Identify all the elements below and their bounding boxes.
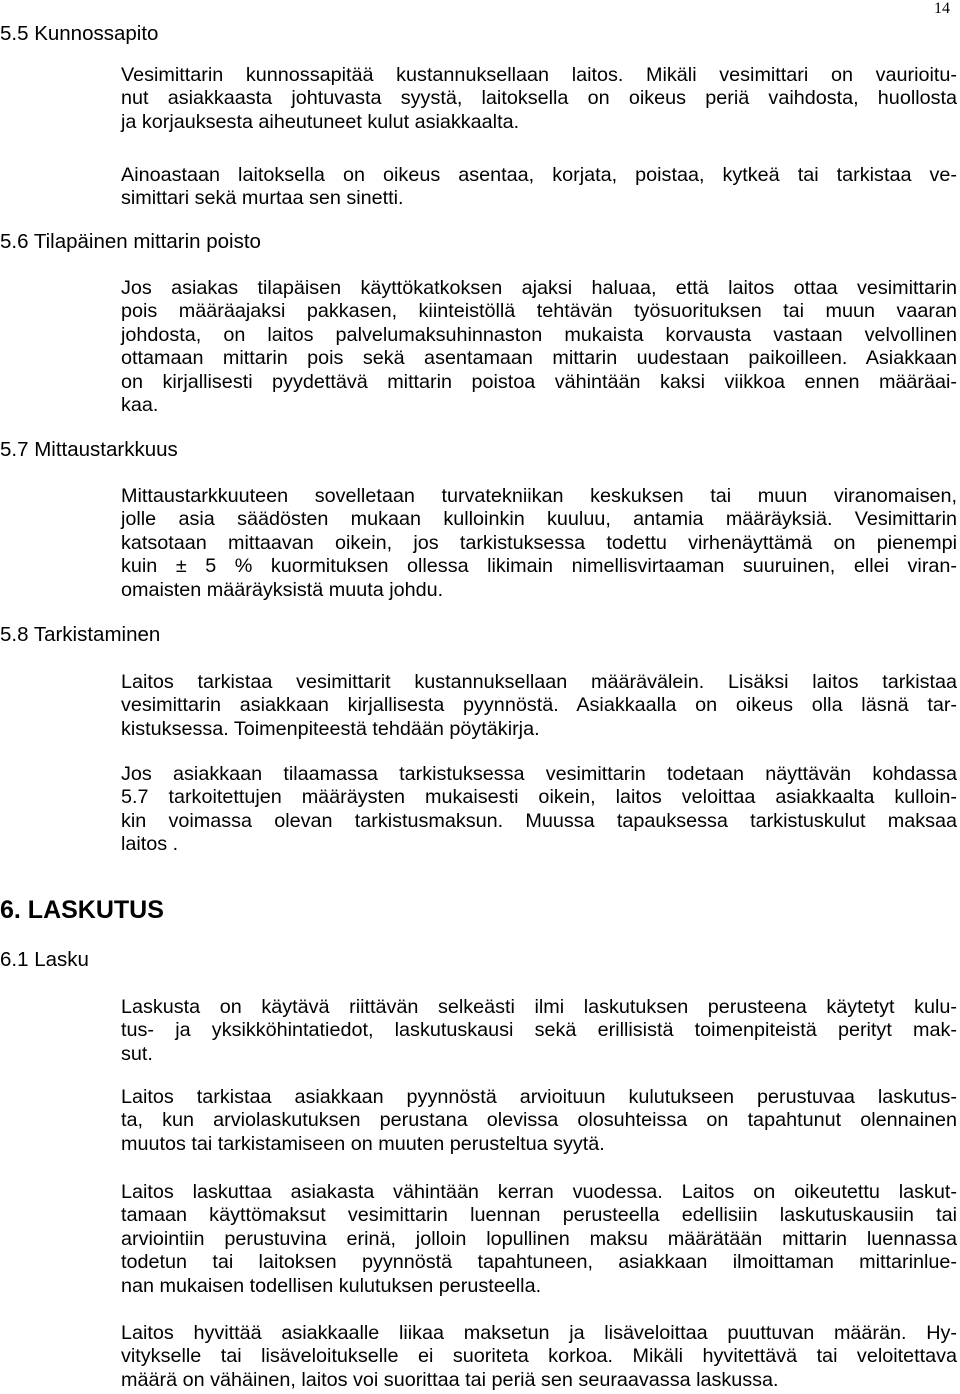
paragraph-billing-frequency bbox=[121, 1181, 957, 1298]
paragraph-line: Laitos tarkistaa vesimittarit kustannuksellaan määrävälein. Lisäksi laitos tarkistaa bbox=[121, 671, 957, 693]
paragraph-inspection bbox=[121, 671, 957, 741]
paragraph-line: Ainoastaan laitoksella on oikeus asentaa, korjata, poistaa, kytkeä tai tarkistaa ve- bbox=[121, 164, 957, 186]
paragraph-line: kuin ± 5 % kuormituksen ollessa likimain nimellisvirtaaman suuruinen, ellei viran- bbox=[121, 555, 957, 578]
paragraph-line: kin voimassa olevan tarkistusmaksun. Muussa tapauksessa tarkistuskulut maksaa bbox=[121, 809, 957, 832]
paragraph-line: määrä on vähäinen, laitos voi suorittaa tai periä sen seuraavassa laskussa. bbox=[121, 1368, 779, 1391]
paragraph-line: omaisten määräyksistä muuta johdu. bbox=[121, 578, 444, 601]
paragraph-line: Vesimittarin kunnossapitää kustannuksellaan laitos. Mikäli vesimittari on vaurioitu- bbox=[121, 64, 957, 86]
paragraph-line: on kirjallisesti pyydettävä mittarin poistoa vähintään kaksi viikkoa ennen määräai- bbox=[121, 370, 957, 393]
heading-5-8: 5.8 Tarkistaminen bbox=[0, 623, 161, 646]
paragraph-line: ja korjauksesta aiheutuneet kulut asiakkaalta. bbox=[121, 110, 520, 133]
paragraph-line: tus- ja yksikköhintatiedot, laskutuskausi sekä erillisistä toimenpiteistä perityt mak- bbox=[121, 1019, 957, 1042]
paragraph-line: kistuksessa. Toimenpiteestä tehdään pöytäkirja. bbox=[121, 717, 540, 740]
paragraph-line: simittari sekä murtaa sen sinetti. bbox=[121, 187, 404, 210]
paragraph-line: Laitos laskuttaa asiakasta vähintään kerran vuodessa. Laitos on oikeutettu laskut- bbox=[121, 1181, 957, 1203]
paragraph-line: katsotaan mittaavan oikein, jos tarkistuksessa todettu virhenäyttämä on pienempi bbox=[121, 531, 957, 554]
paragraph-line: nut asiakkaasta johtuvasta syystä, laitoksella on oikeus periä vaihdosta, huollosta bbox=[121, 87, 957, 110]
paragraph-sealing bbox=[121, 164, 957, 211]
paragraph-line: Laskusta on käytävä riittävän selkeästi ilmi laskutuksen perusteena käytetyt kulu- bbox=[121, 996, 957, 1018]
paragraph-line: todetun tai laitoksen pyynnöstä tapahtuneen, asiakkaan ilmoittaman mittarinlue- bbox=[121, 1251, 957, 1274]
paragraph-line: 5.7 tarkoitettujen määräysten mukaisesti oikein, laitos veloittaa asiakkaalta kulloin- bbox=[121, 786, 957, 809]
paragraph-line: sut. bbox=[121, 1042, 153, 1065]
paragraph-line: tamaan käyttömaksut vesimittarin luennan perusteella edellisiin laskutuskausiin tai bbox=[121, 1204, 957, 1227]
paragraph-line: arviointiin perustuvina erinä, jolloin lopullinen maksu määrätään mittarin luennassa bbox=[121, 1227, 957, 1250]
paragraph-line: Laitos tarkistaa asiakkaan pyynnöstä arvioituun kulutukseen perustuvaa laskutus- bbox=[121, 1086, 957, 1108]
paragraph-line: laitos . bbox=[121, 833, 179, 856]
paragraph-line: muutos tai tarkistamiseen on muuten perusteltua syytä. bbox=[121, 1132, 605, 1155]
paragraph-line: kaa. bbox=[121, 394, 159, 417]
paragraph-line: ottamaan mittarin pois sekä asentamaan mittarin uudestaan paikoilleen. Asiakkaan bbox=[121, 347, 957, 370]
heading-5-5: 5.5 Kunnossapito bbox=[0, 22, 159, 45]
paragraph-line: Jos asiakkaan tilaamassa tarkistuksessa vesimittarin todetaan näyttävän kohdassa bbox=[121, 763, 957, 785]
paragraph-temporary-removal bbox=[121, 277, 957, 417]
paragraph-invoice bbox=[121, 996, 957, 1066]
paragraph-line: ta, kun arviolaskutuksen perustana olevissa olosuhteissa on tapahtunut olennainen bbox=[121, 1109, 957, 1132]
page-number: 14 bbox=[934, 0, 950, 17]
paragraph-maintenance bbox=[121, 64, 957, 134]
paragraph-estimate-check bbox=[121, 1086, 957, 1156]
paragraph-line: vesimittarin asiakkaan kirjallisesta pyynnöstä. Asiakkaalla on oikeus olla läsnä tar- bbox=[121, 694, 957, 717]
heading-5-6: 5.6 Tilapäinen mittarin poisto bbox=[0, 230, 261, 253]
paragraph-refund bbox=[121, 1322, 957, 1392]
paragraph-line: vitykselle tai lisäveloitukselle ei suoriteta korkoa. Mikäli hyvitettävä tai veloitettava bbox=[121, 1345, 957, 1368]
heading-6: 6. LASKUTUS bbox=[0, 896, 164, 924]
paragraph-line: nan mukaisen todellisen kulutuksen perusteella. bbox=[121, 1274, 542, 1297]
paragraph-line: Laitos hyvittää asiakkaalle liikaa maksetun ja lisäveloittaa puuttuvan määrän. Hy- bbox=[121, 1322, 957, 1344]
paragraph-line: johdosta, on laitos palvelumaksuhinnaston mukaista korvausta vastaan velvollinen bbox=[121, 323, 957, 346]
paragraph-line: pois määräajaksi pakkasen, kiinteistöllä tehtävän työsuorituksen tai muun vaaran bbox=[121, 300, 957, 323]
heading-6-1: 6.1 Lasku bbox=[0, 948, 89, 971]
paragraph-line: Jos asiakas tilapäisen käyttökatkoksen ajaksi haluaa, että laitos ottaa vesimittarin bbox=[121, 277, 957, 299]
paragraph-inspection-fee bbox=[121, 763, 957, 857]
heading-5-7: 5.7 Mittaustarkkuus bbox=[0, 438, 178, 461]
paragraph-accuracy bbox=[121, 485, 957, 602]
paragraph-line: Mittaustarkkuuteen sovelletaan turvatekniikan keskuksen tai muun viranomaisen, bbox=[121, 485, 957, 507]
paragraph-line: jolle asia säädösten mukaan kulloinkin kuuluu, antamia määräyksiä. Vesimittarin bbox=[121, 508, 957, 531]
